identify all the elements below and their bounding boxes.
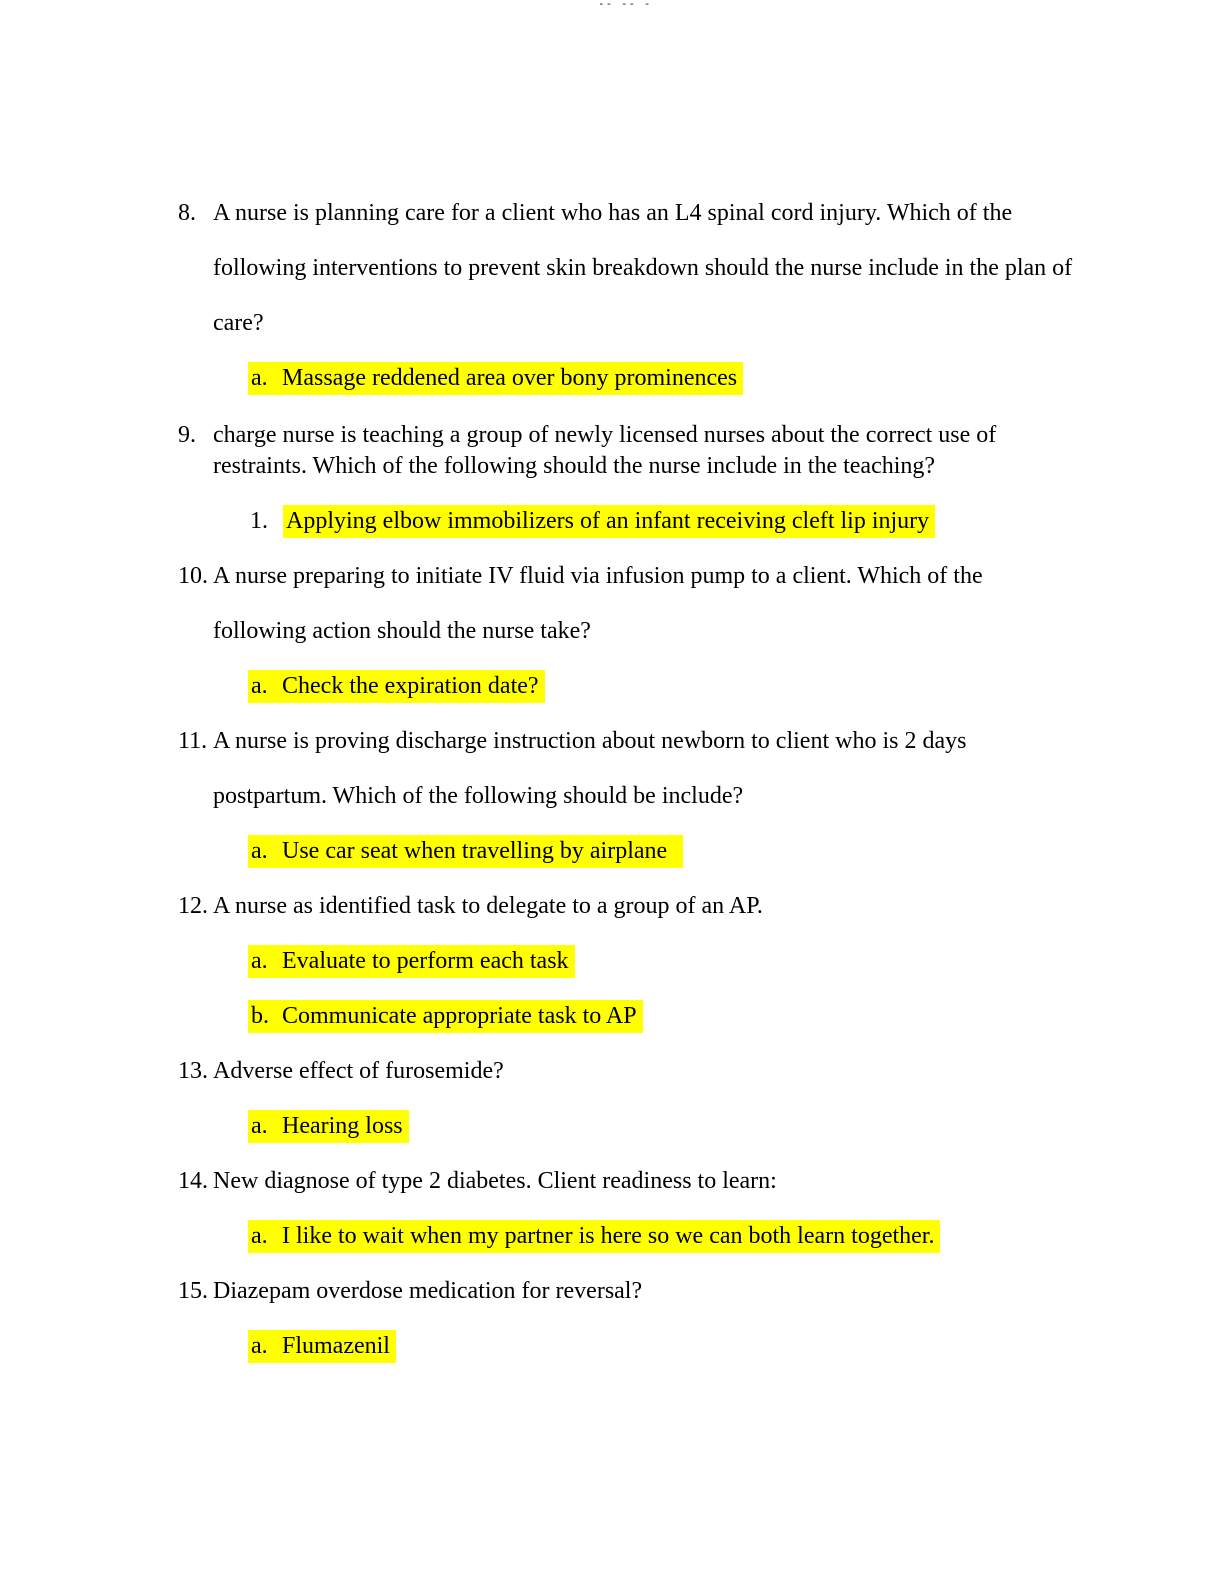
answer-marker: a. [251,948,268,974]
highlighted-answer [248,1330,396,1363]
answer-text: Evaluate to perform each task [282,948,569,974]
answer-marker: 1. [250,508,268,534]
question-10-number: 10. [178,563,208,589]
answer-text: Check the expiration date? [282,673,539,699]
answer-text: Massage reddened area over bony prominences [282,365,738,391]
answer-marker: a. [251,1333,268,1359]
question-12 [178,879,1194,1044]
question-8-answer-row [178,351,1194,406]
question-14-answer-row [178,1209,1194,1264]
question-12-number: 12. [178,893,208,919]
answer-text: Applying elbow immobilizers of an infant receiving cleft lip injury [286,508,930,534]
question-14-text: New diagnose of type 2 diabetes. Client readiness to learn: [213,1168,777,1194]
answer-marker: a. [251,838,268,864]
answer-marker: a. [251,673,268,699]
highlighted-answer [248,1220,940,1253]
question-12-text: A nurse as identified task to delegate to a group of an AP. [213,893,763,919]
highlighted-answer [248,362,743,395]
question-9-line-2: restraints. Which of the following should the nurse include in the teaching? [213,453,936,479]
question-11-number: 11. [178,728,208,754]
question-14-line-1 [178,1154,1194,1209]
question-15 [178,1264,1194,1374]
page-header-fragment: -- -- - [598,0,652,10]
question-10-text: A nurse preparing to initiate IV fluid via infusion pump to a client. Which of the [213,563,983,589]
answer-text: Use car seat when travelling by airplane [282,838,668,864]
highlighted-answer [248,835,683,868]
answer-marker: a. [251,1113,268,1139]
answer-marker: b. [251,1003,269,1029]
question-8-line-3: care? [213,310,264,336]
question-9-text: charge nurse is teaching a group of newly licensed nurses about the correct use of [213,422,997,448]
question-15-number: 15. [178,1278,208,1304]
highlighted-answer [283,505,935,538]
question-8-number: 8. [178,200,196,226]
question-8-text: A nurse is planning care for a client who has an L4 spinal cord injury. Which of the [213,200,1013,226]
question-12-answer-row-b [178,989,1194,1044]
question-9-number: 9. [178,422,196,448]
question-13-number: 13. [178,1058,208,1084]
answer-marker: a. [251,1223,268,1249]
question-11-line-1 [178,714,1194,769]
answer-marker: a. [251,365,268,391]
highlighted-answer [248,1110,409,1143]
question-11-line-2: postpartum. Which of the following should be include? [213,783,744,809]
question-10 [178,549,1194,714]
question-11-text: A nurse is proving discharge instruction about newborn to client who is 2 days [213,728,967,754]
question-15-line-1 [178,1264,1194,1319]
question-13-answer-row [178,1099,1194,1154]
answer-text: Hearing loss [282,1113,403,1139]
question-11-answer-row [178,824,1194,879]
question-15-answer-row [178,1319,1194,1374]
question-10-line-2: following action should the nurse take? [213,618,591,644]
question-9 [178,420,1194,549]
question-10-line-1 [178,549,1194,604]
answer-text: I like to wait when my partner is here so we can both learn together. [282,1223,935,1249]
question-9-answer-row [178,494,1194,549]
question-12-line-1 [178,879,1194,934]
question-13 [178,1044,1194,1154]
question-8-line-2: following interventions to prevent skin breakdown should the nurse include in the plan of [213,255,1073,281]
answer-text: Flumazenil [282,1333,390,1359]
highlighted-answer [248,1000,643,1033]
highlighted-answer [248,670,545,703]
question-10-answer-row [178,659,1194,714]
question-15-text: Diazepam overdose medication for reversal? [213,1278,643,1304]
question-11 [178,714,1194,879]
answer-text: Communicate appropriate task to AP [282,1003,637,1029]
question-13-text: Adverse effect of furosemide? [213,1058,504,1084]
question-8-line-1 [178,186,1194,241]
question-12-answer-row-a [178,934,1194,989]
question-9-line-1 [178,420,1194,451]
question-8 [178,186,1194,406]
question-13-line-1 [178,1044,1194,1099]
question-14 [178,1154,1194,1264]
highlighted-answer [248,945,575,978]
question-14-number: 14. [178,1168,208,1194]
